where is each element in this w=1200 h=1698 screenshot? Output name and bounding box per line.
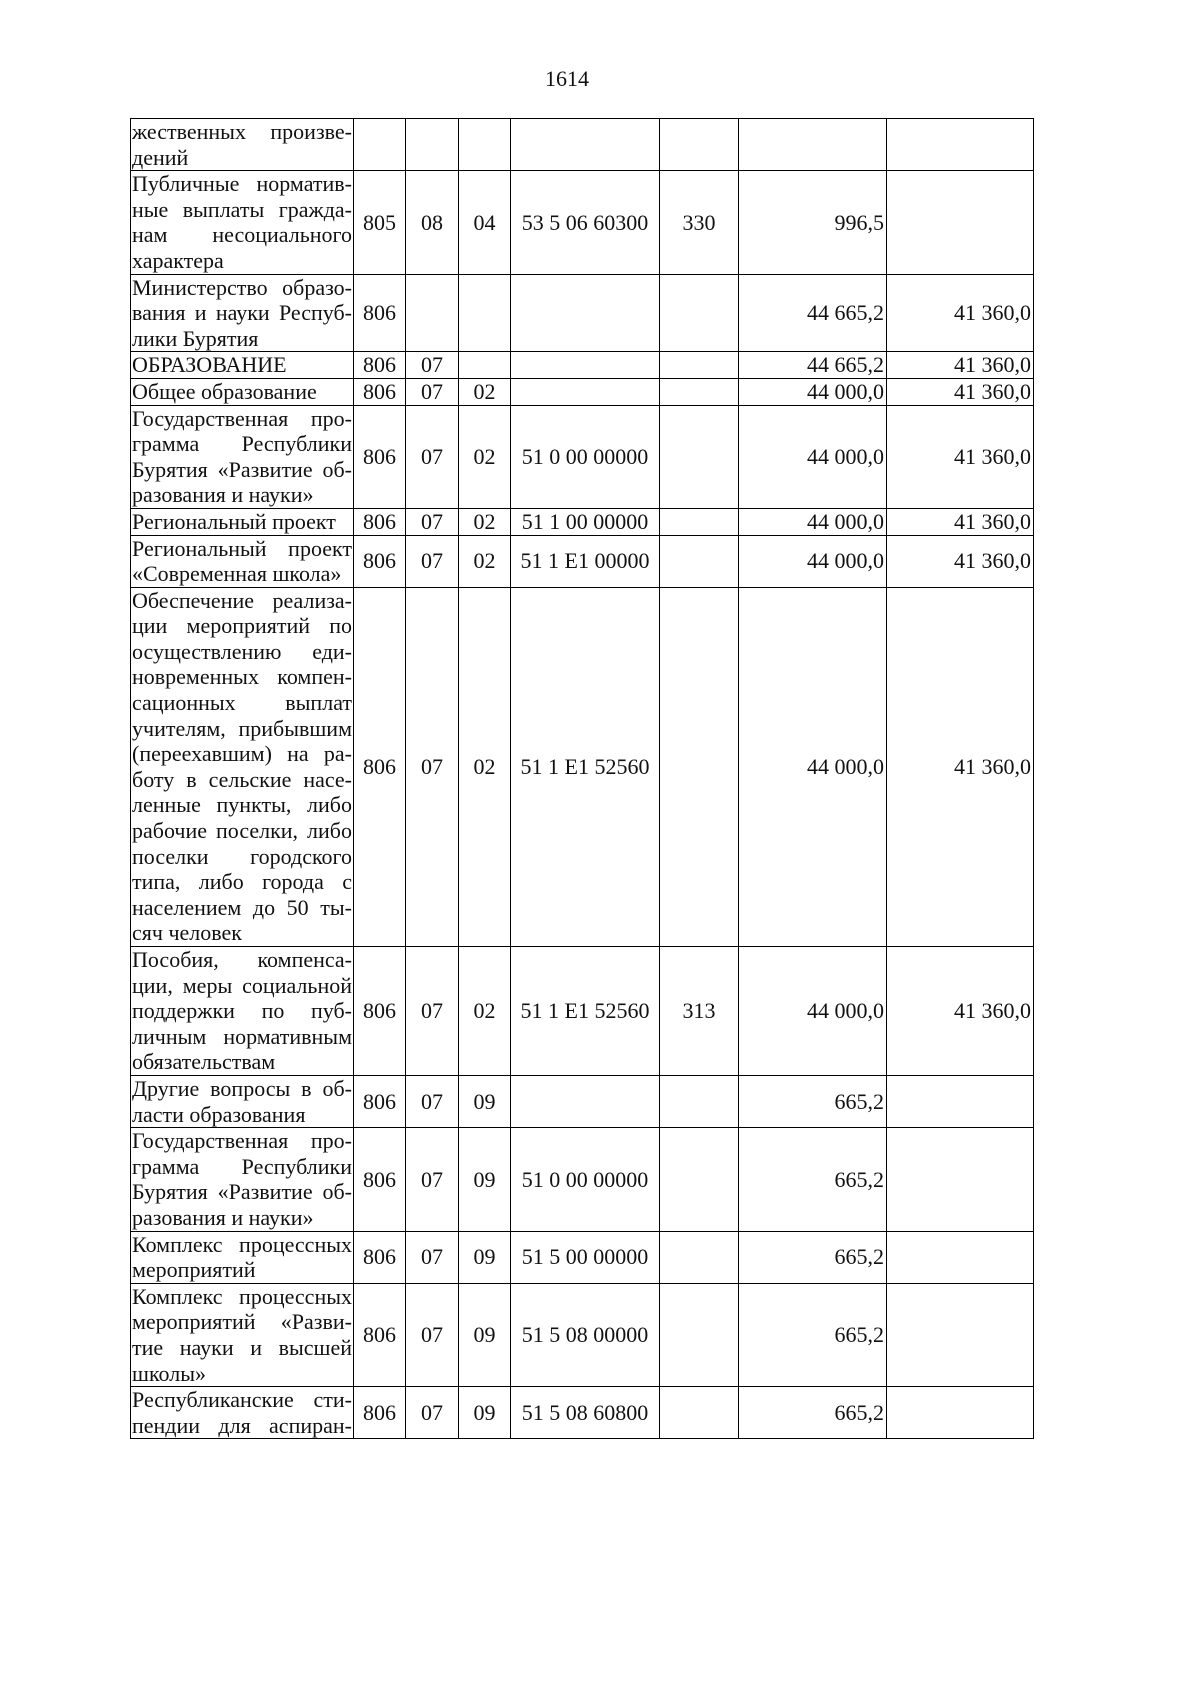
amount-cell-first: 44 000,0 [739,508,887,535]
expense-type-cell [660,1075,739,1127]
table-row [131,1075,1034,1127]
row-title-line: ции, меры социальной [132,972,352,998]
section-code-cell: 07 [406,587,459,946]
administrator-code-cell: 806 [354,535,406,587]
row-title-line: ции мероприятий по [132,613,352,639]
amount-cell-second: 41 360,0 [887,508,1034,535]
amount-cell-second [887,1128,1034,1231]
row-title-line: осуществлению еди- [132,638,352,664]
amount-cell-first: 665,2 [739,1075,887,1127]
administrator-code-cell: 805 [354,171,406,274]
target-article-cell: 51 1 E1 52560 [511,947,660,1076]
section-code-cell: 08 [406,171,459,274]
row-title-line: Министерство образо- [132,274,352,300]
subsection-code-cell: 09 [459,1283,511,1386]
amount-cell-second: 41 360,0 [887,274,1034,352]
administrator-code-cell: 806 [354,1128,406,1231]
amount-cell-first: 665,2 [739,1283,887,1386]
table-row [131,508,1034,535]
row-title-line: Региональный проект [132,535,352,561]
subsection-code-cell: 09 [459,1128,511,1231]
expense-type-cell [660,405,739,508]
expense-type-cell [660,587,739,946]
row-title-line: нам несоциального [132,222,352,248]
table-row [131,1231,1034,1283]
table-row [131,1387,1034,1439]
administrator-code-cell: 806 [354,378,406,405]
expense-type-cell: 313 [660,947,739,1076]
row-title-line: Государственная про- [132,405,352,431]
subsection-code-cell: 02 [459,947,511,1076]
amount-cell-first: 665,2 [739,1231,887,1283]
table-row [131,1283,1034,1386]
section-code-cell: 07 [406,1283,459,1386]
row-title-line: школы» [132,1360,206,1386]
subsection-code-cell: 02 [459,378,511,405]
target-article-cell: 51 1 E1 52560 [511,587,660,946]
subsection-code-cell [459,119,511,171]
row-title-line: Публичные норматив- [132,171,352,197]
amount-cell-second: 41 360,0 [887,352,1034,379]
target-article-cell: 51 0 00 00000 [511,405,660,508]
table-row [131,378,1034,405]
row-title-cell [131,274,354,352]
row-title-line: дений [132,144,189,170]
row-title-line: Обеспечение реализа- [132,587,352,613]
subsection-code-cell: 02 [459,405,511,508]
subsection-code-cell: 09 [459,1231,511,1283]
table-row [131,119,1034,171]
target-article-cell [511,1075,660,1127]
target-article-cell: 51 5 08 60800 [511,1387,660,1439]
target-article-cell: 51 5 08 00000 [511,1283,660,1386]
section-code-cell [406,119,459,171]
section-code-cell: 07 [406,352,459,379]
target-article-cell: 51 1 E1 00000 [511,535,660,587]
row-title-line: Региональный проект [132,508,336,534]
administrator-code-cell: 806 [354,587,406,946]
amount-cell-second [887,1387,1034,1439]
administrator-code-cell: 806 [354,1075,406,1127]
amount-cell-first: 44 000,0 [739,535,887,587]
administrator-code-cell: 806 [354,508,406,535]
row-title-line: характера [132,247,224,273]
row-title-cell [131,587,354,946]
row-title-line: поселки городского [132,843,352,869]
administrator-code-cell: 806 [354,1231,406,1283]
expense-type-cell [660,274,739,352]
amount-cell-second: 41 360,0 [887,378,1034,405]
expense-type-cell [660,119,739,171]
subsection-code-cell: 02 [459,587,511,946]
amount-cell-first [739,119,887,171]
amount-cell-second: 41 360,0 [887,535,1034,587]
row-title-cell [131,1387,354,1439]
row-title-line: ные выплаты гражда- [132,196,352,222]
expense-type-cell [660,508,739,535]
row-title-line: грамма Республики [132,431,352,457]
amount-cell-first: 44 000,0 [739,587,887,946]
subsection-code-cell [459,352,511,379]
row-title-line: Другие вопросы в об- [132,1075,352,1101]
row-title-line: поддержки по пуб- [132,998,352,1024]
table-row [131,274,1034,352]
row-title-line: тие науки и высшей [132,1334,352,1360]
target-article-cell: 51 1 00 00000 [511,508,660,535]
row-title-cell [131,1283,354,1386]
expense-type-cell [660,378,739,405]
administrator-code-cell: 806 [354,352,406,379]
table-row [131,587,1034,946]
subsection-code-cell: 04 [459,171,511,274]
row-title-line: боту в сельские насе- [132,766,352,792]
row-title-line: ОБРАЗОВАНИЕ [132,352,287,378]
expense-type-cell [660,535,739,587]
administrator-code-cell: 806 [354,1283,406,1386]
row-title-line: Бурятия «Развитие об- [132,456,352,482]
amount-cell-second: 41 360,0 [887,947,1034,1076]
amount-cell-second [887,119,1034,171]
row-title-cell [131,535,354,587]
row-title-line: сяч человек [132,920,242,946]
subsection-code-cell: 09 [459,1075,511,1127]
table-row [131,535,1034,587]
row-title-line: Пособия, компенса- [132,947,352,972]
page-number: 1614 [545,66,589,91]
expense-type-cell [660,1128,739,1231]
section-code-cell: 07 [406,378,459,405]
section-code-cell: 07 [406,947,459,1076]
row-title-line: лики Бурятия [132,325,259,351]
row-title-line: Общее образование [132,378,317,404]
budget-table-body [131,119,1034,1439]
row-title-cell [131,405,354,508]
target-article-cell: 51 5 00 00000 [511,1231,660,1283]
row-title-line: сационных выплат [132,690,352,716]
target-article-cell: 51 0 00 00000 [511,1128,660,1231]
row-title-line: (переехавшим) на ра- [132,741,352,767]
row-title-line: вания и науки Респуб- [132,300,352,326]
row-title-line: новременных компен- [132,664,352,690]
section-code-cell: 07 [406,1231,459,1283]
section-code-cell: 07 [406,1128,459,1231]
row-title-line: разования и науки» [132,482,314,508]
administrator-code-cell: 806 [354,405,406,508]
table-row [131,171,1034,274]
row-title-line: грамма Республики [132,1153,352,1179]
section-code-cell: 07 [406,1075,459,1127]
amount-cell-first: 44 000,0 [739,947,887,1076]
row-title-line: ленные пункты, либо [132,792,352,818]
subsection-code-cell: 02 [459,508,511,535]
row-title-line: личным нормативным [132,1023,352,1049]
row-title-line: Государственная про- [132,1128,352,1154]
administrator-code-cell [354,119,406,171]
section-code-cell: 07 [406,535,459,587]
row-title-line: учителям, прибывшим [132,715,352,741]
table-row [131,405,1034,508]
amount-cell-second [887,1231,1034,1283]
subsection-code-cell [459,274,511,352]
row-title-line: мероприятий [132,1257,256,1283]
row-title-line: пендии для аспиран- [132,1412,352,1438]
row-title-line: обязательствам [132,1049,276,1075]
budget-table [130,118,1034,1439]
row-title-line: жественных произве- [132,119,352,144]
row-title-cell [131,171,354,274]
amount-cell-first: 44 000,0 [739,378,887,405]
amount-cell-second [887,1075,1034,1127]
row-title-line: рабочие поселки, либо [132,818,352,844]
amount-cell-first: 44 000,0 [739,405,887,508]
target-article-cell [511,352,660,379]
section-code-cell [406,274,459,352]
row-title-line: Бурятия «Развитие об- [132,1179,352,1205]
amount-cell-first: 44 665,2 [739,352,887,379]
amount-cell-first: 44 665,2 [739,274,887,352]
row-title-line: «Современная школа» [132,561,342,587]
row-title-line: типа, либо города с [132,869,352,895]
amount-cell-first: 665,2 [739,1387,887,1439]
row-title-cell [131,378,354,405]
row-title-line: Комплекс процессных [132,1283,352,1309]
section-code-cell: 07 [406,508,459,535]
row-title-cell [131,508,354,535]
target-article-cell: 53 5 06 60300 [511,171,660,274]
row-title-line: мероприятий «Разви- [132,1309,352,1335]
administrator-code-cell: 806 [354,274,406,352]
expense-type-cell [660,1387,739,1439]
administrator-code-cell: 806 [354,947,406,1076]
row-title-cell [131,352,354,379]
subsection-code-cell: 09 [459,1387,511,1439]
table-row [131,947,1034,1076]
subsection-code-cell: 02 [459,535,511,587]
target-article-cell [511,378,660,405]
target-article-cell [511,274,660,352]
amount-cell-second [887,1283,1034,1386]
section-code-cell: 07 [406,1387,459,1439]
section-code-cell: 07 [406,405,459,508]
row-title-line: населением до 50 ты- [132,894,352,920]
row-title-cell [131,1128,354,1231]
amount-cell-first: 665,2 [739,1128,887,1231]
target-article-cell [511,119,660,171]
row-title-cell [131,947,354,1076]
expense-type-cell [660,1283,739,1386]
expense-type-cell [660,1231,739,1283]
amount-cell-second: 41 360,0 [887,405,1034,508]
row-title-line: Республиканские сти- [132,1387,352,1413]
administrator-code-cell: 806 [354,1387,406,1439]
row-title-line: разования и науки» [132,1204,314,1230]
expense-type-cell: 330 [660,171,739,274]
table-row [131,352,1034,379]
row-title-cell [131,1231,354,1283]
amount-cell-second [887,171,1034,274]
amount-cell-second: 41 360,0 [887,587,1034,946]
row-title-line: Комплекс процессных [132,1231,352,1257]
expense-type-cell [660,352,739,379]
table-row [131,1128,1034,1231]
row-title-cell [131,1075,354,1127]
amount-cell-first: 996,5 [739,171,887,274]
row-title-line: ласти образования [132,1101,306,1127]
row-title-cell [131,119,354,171]
